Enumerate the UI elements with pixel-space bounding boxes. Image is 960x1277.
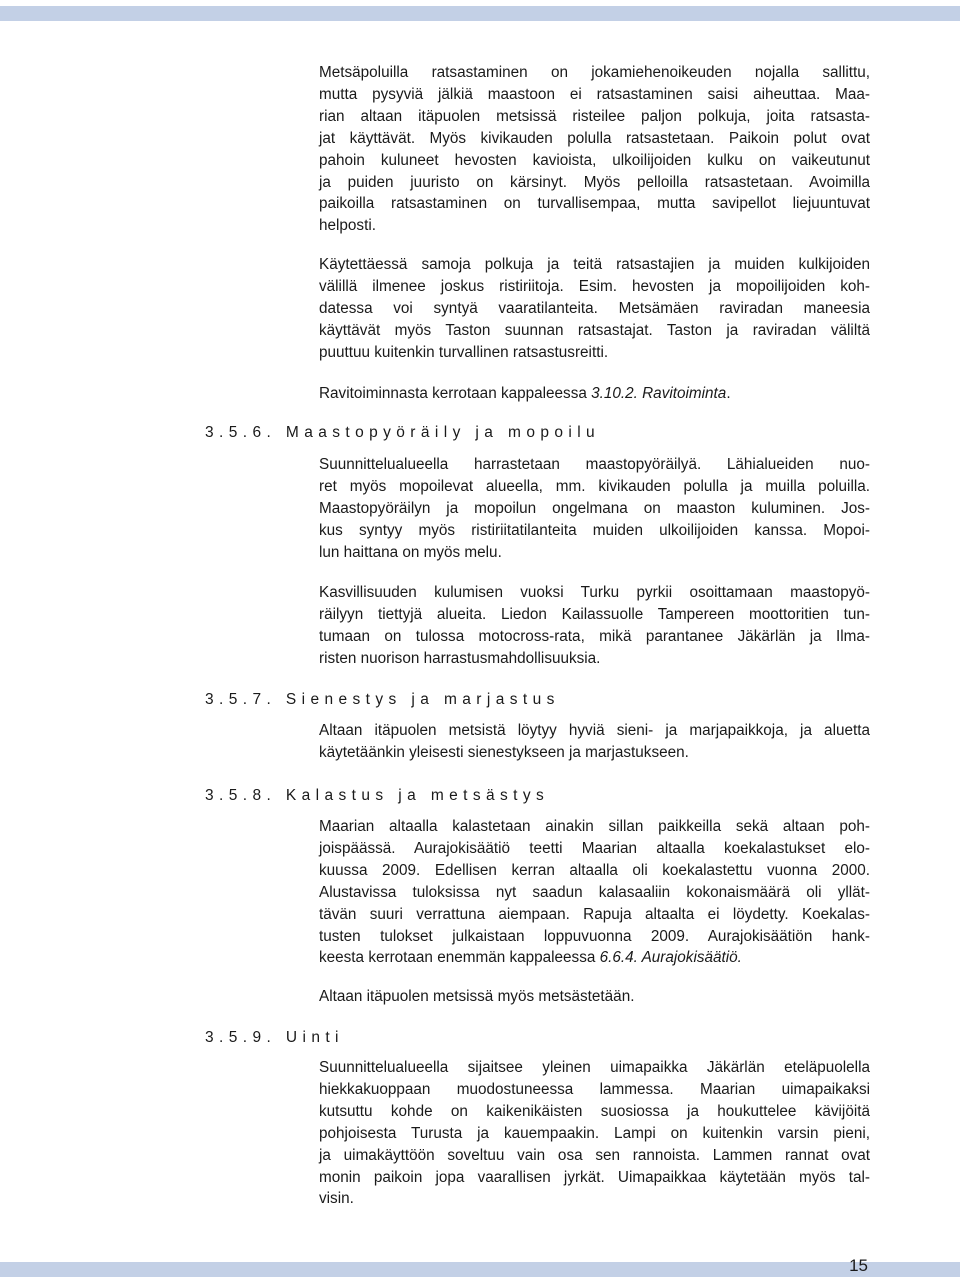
text-line: pohjoisesta Turusta ja kauempaakin. Lampi on kuitenkin varsin pieni,: [319, 1124, 870, 1142]
text-line: kutsuttu kohde on kaikenikäisten suosiossa ja houkuttelee kävijöitä: [319, 1102, 870, 1120]
text-line: kus syntyy myös ristiriitatilanteita muiden ulkoilijoiden kanssa. Mopoi-: [319, 521, 870, 539]
section-heading-358: 3.5.8. Kalastus ja metsästys: [205, 787, 550, 804]
text-line: visin.: [319, 1190, 354, 1208]
ref-period: .: [726, 385, 731, 402]
text-line: datessa voi syntyä vaaratilanteita. Metsämäen raviradan maneesia: [319, 299, 870, 317]
text-line: ja puiden juuristo on kärsinyt. Myös pelloilla ratsastetaan. Avoimilla: [319, 173, 870, 191]
text-line: Suunnittelualueella harrastetaan maastopyöräilyä. Lähialueiden nuo-: [319, 456, 870, 473]
text-line: lun haittana on myös melu.: [319, 543, 502, 561]
text-line: käyttävät myös Taston suunnan ratsastajat. Taston ja raviradan väliltä: [319, 321, 870, 339]
text-line: Altaan itäpuolen metsistä löytyy hyviä sieni- ja marjapaikkoja, ja aluetta: [319, 722, 870, 739]
section-heading-359: 3.5.9. Uinti: [205, 1029, 344, 1046]
text-line: puuttuu kuitenkin turvallinen ratsastusreitti.: [319, 343, 609, 361]
text-line: paikoilla ratsastaminen on turvallisempaa, mutta savipellot liejuuntuvat: [319, 195, 870, 213]
text-line: pahoin kuluneet hevosten kavioista, ulkoilijoiden kulku on vaikeutunut: [319, 151, 870, 169]
text-line: Alustavissa tuloksissa nyt saadun kalasaaliin kokonaismäärä oli yllät-: [319, 883, 870, 901]
text-line: Maarian altaalla kalastetaan ainakin sillan paikkeilla sekä altaan poh-: [319, 818, 870, 835]
text-line: Altaan itäpuolen metsissä myös metsästetään.: [319, 988, 635, 1005]
text-line: Kasvillisuuden kulumisen vuoksi Turku pyrkii osoittamaan maastopyö-: [319, 584, 870, 601]
text-line: Suunnittelualueella sijaitsee yleinen uimapaikka Jäkärlän eteläpuolella: [319, 1059, 870, 1076]
paragraph-motocross: [319, 582, 870, 670]
paragraph-ravitoiminta-ref: [319, 383, 870, 405]
text-line: räilyyn tiettyjä alueita. Liedon Kailassuolle Tampereen moottoritien tun-: [319, 605, 870, 623]
paragraph-shared-paths: [319, 254, 870, 364]
text-line: ret myös mopoilevat alueella, mm. kivikauden polulla ja muilla poluilla.: [319, 477, 870, 495]
paragraph-hunting: [319, 986, 870, 1008]
text-line: monin paikoin jopa vaarallisen jyrkät. Uimapaikkaa käytetään myös tal-: [319, 1168, 870, 1186]
text-line: [319, 383, 870, 405]
text-line: hiekkakuoppaan muodostuneessa lammessa. Maarian uimapaikaksi: [319, 1080, 870, 1098]
section-heading-357: 3.5.7. Sienestys ja marjastus: [205, 691, 560, 708]
text-line: ja uimakäyttöön soveltuu vain osa sen rannoista. Lammen rannat ovat: [319, 1146, 870, 1164]
ref-intro: keesta kerrotaan enemmän kappaleessa: [319, 949, 600, 967]
text-line: välillä ilmenee joskus ristiriitoja. Esim. hevosten ja mopoilijoiden koh-: [319, 277, 870, 295]
text-line: helposti.: [319, 217, 376, 235]
text-line: tusten tulokset julkaistaan loppuvuonna 2009. Aurajokisäätiön hank-: [319, 927, 870, 945]
text-line: [319, 947, 870, 969]
paragraph-horse-riding: [319, 62, 870, 237]
text-line: tumaan on tulossa motocross-rata, mikä parantanee Jäkärlän ja Ilma-: [319, 627, 870, 645]
text-line: joispäässä. Aurajokisäätiö teetti Maarian altaalla koekalastukset elo-: [319, 839, 870, 857]
paragraph-fishing: [319, 816, 870, 969]
paragraph-mushroom-berry: [319, 720, 870, 764]
header-band: [0, 6, 960, 21]
paragraph-mountain-biking: [319, 454, 870, 564]
footer-band: [0, 1262, 960, 1277]
text-line: Maastopyöräilyn ja mopoilun ongelmana on maaston kuluminen. Jos-: [319, 499, 870, 517]
text-line: käytetäänkin yleisesti sienestykseen ja marjastukseen.: [319, 743, 689, 761]
paragraph-swimming: [319, 1057, 870, 1210]
section-reference: 6.6.4. Aurajokisäätiö.: [599, 949, 742, 967]
text-line: Metsäpoluilla ratsastaminen on jokamiehenoikeuden nojalla sallittu,: [319, 64, 870, 81]
ref-intro: Ravitoiminnasta kerrotaan kappaleessa: [319, 385, 592, 402]
text-line: mutta pysyviä jälkiä maastoon ei ratsastaminen saisi aiheuttaa. Maa-: [319, 85, 870, 103]
text-line: Käytettäessä samoja polkuja ja teitä ratsastajien ja muiden kulkijoiden: [319, 256, 870, 273]
text-line: rian altaan itäpuolen metsissä risteilee paljon polkuja, joita ratsasta-: [319, 107, 870, 125]
page-number: 15: [849, 1256, 868, 1275]
text-line: kuussa 2009. Edellisen kerran altaalla oli koekalastettu vuonna 2000.: [319, 861, 870, 879]
text-line: jat käyttävät. Myös kivikauden polulla ratsastetaan. Paikoin polut ovat: [319, 129, 870, 147]
text-line: risten nuorison harrastusmahdollisuuksia.: [319, 649, 601, 667]
section-heading-356: 3.5.6. Maastopyöräily ja mopoilu: [205, 424, 601, 441]
text-line: tävän suuri verrattuna aiempaan. Rapuja altaalta ei löydetty. Koekalas-: [319, 905, 870, 923]
section-reference: 3.10.2. Ravitoiminta: [591, 385, 727, 402]
